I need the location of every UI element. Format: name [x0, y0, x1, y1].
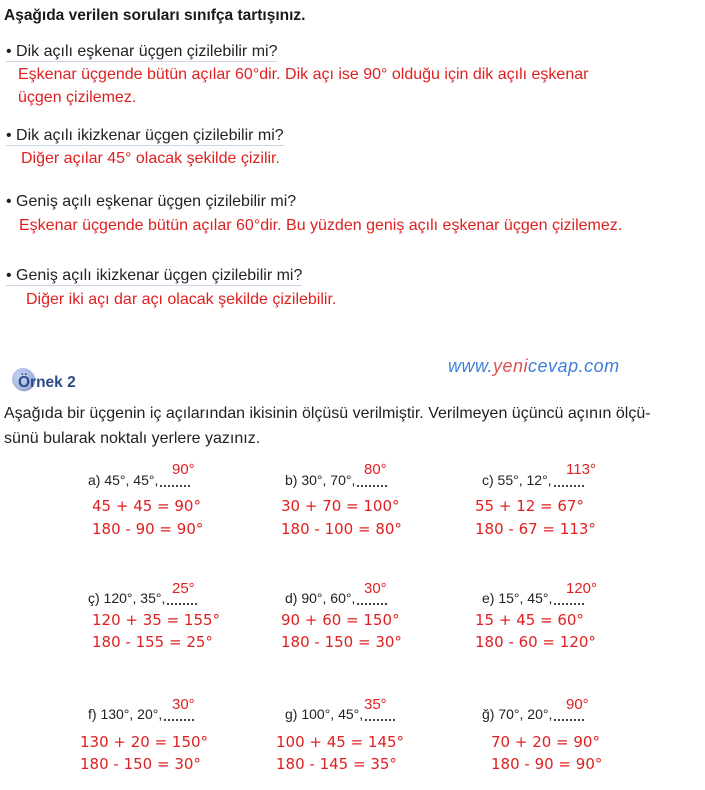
problem-diff: 180 - 150 = 30°	[281, 633, 402, 651]
problem-label: f) 130°, 20°,	[88, 706, 194, 722]
problem-sum: 90 + 60 = 150°	[281, 611, 400, 629]
problem-diff: 180 - 150 = 30°	[80, 755, 201, 773]
problem-diff: 180 - 145 = 35°	[276, 755, 397, 773]
question-1: • Dik açılı eşkenar üçgen çizilebilir mi?	[6, 43, 278, 60]
blank-dots	[554, 602, 584, 605]
problem-answer: 90°	[172, 461, 195, 478]
problem-label: e) 15°, 45°,	[482, 590, 584, 606]
problem-sum: 130 + 20 = 150°	[80, 733, 209, 751]
problem-answer: 25°	[172, 580, 195, 597]
problem-diff: 180 - 155 = 25°	[92, 633, 213, 651]
problem-diff: 180 - 100 = 80°	[281, 520, 402, 538]
problem-label: d) 90°, 60°,	[285, 590, 387, 606]
problem-diff: 180 - 90 = 90°	[491, 755, 603, 773]
question-3: • Geniş açılı eşkenar üçgen çizilebilir mi?	[6, 193, 297, 210]
problem-sum: 15 + 45 = 60°	[475, 611, 584, 629]
problem-label: ğ) 70°, 20°,	[482, 706, 584, 722]
problem-answer: 35°	[364, 696, 387, 713]
problem-label: ç) 120°, 35°,	[88, 590, 197, 606]
blank-dots	[357, 484, 387, 487]
answer-4: Diğer iki açı dar açı olacak şekilde çizilebilir.	[26, 291, 337, 308]
problem-diff: 180 - 67 = 113°	[475, 520, 596, 538]
problem-sum: 55 + 12 = 67°	[475, 497, 584, 515]
instructions-line-2: sünü bularak noktalı yerlere yazınız.	[4, 430, 261, 447]
blank-dots	[365, 718, 395, 721]
answer-3: Eşkenar üçgende bütün açılar 60°dir. Bu yüzden geniş açılı eşkenar üçgen çizilemez.	[19, 217, 623, 234]
problem-label: a) 45°, 45°,	[88, 472, 190, 488]
problem-sum: 120 + 35 = 155°	[92, 611, 221, 629]
question-4: • Geniş açılı ikizkenar üçgen çizilebilir mi?	[6, 267, 303, 284]
problem-diff: 180 - 90 = 90°	[92, 520, 204, 538]
problem-label: c) 55°, 12°,	[482, 472, 584, 488]
blank-dots	[554, 484, 584, 487]
problem-label: g) 100°, 45°,	[285, 706, 395, 722]
problem-answer: 30°	[364, 580, 387, 597]
blank-dots	[554, 718, 584, 721]
problem-answer: 90°	[566, 696, 589, 713]
watermark: www.yenicevap.com	[448, 356, 620, 376]
problem-answer: 30°	[172, 696, 195, 713]
problem-sum: 70 + 20 = 90°	[491, 733, 600, 751]
page-heading: Aşağıda verilen soruları sınıfça tartışınız.	[4, 7, 306, 24]
answer-2: Diğer açılar 45° olacak şekilde çizilir.	[21, 150, 280, 167]
problem-answer: 113°	[566, 461, 596, 478]
blank-dots	[164, 718, 194, 721]
answer-1-line-2: üçgen çizilemez.	[18, 89, 137, 106]
blank-dots	[357, 602, 387, 605]
answer-1-line-1: Eşkenar üçgende bütün açılar 60°dir. Dik açı ise 90° olduğu için dik açılı eşkenar	[18, 66, 589, 83]
problem-sum: 100 + 45 = 145°	[276, 733, 405, 751]
problem-label: b) 30°, 70°,	[285, 472, 387, 488]
problem-answer: 80°	[364, 461, 387, 478]
blank-dots	[167, 602, 197, 605]
problem-sum: 45 + 45 = 90°	[92, 497, 201, 515]
instructions-line-1: Aşağıda bir üçgenin iç açılarından ikisinin ölçüsü verilmiştir. Verilmeyen üçüncü açının ölçü-	[4, 405, 651, 422]
problem-answer: 120°	[566, 580, 598, 597]
blank-dots	[160, 484, 190, 487]
question-2: • Dik açılı ikizkenar üçgen çizilebilir mi?	[6, 127, 284, 144]
problem-diff: 180 - 60 = 120°	[475, 633, 596, 651]
problem-sum: 30 + 70 = 100°	[281, 497, 400, 515]
